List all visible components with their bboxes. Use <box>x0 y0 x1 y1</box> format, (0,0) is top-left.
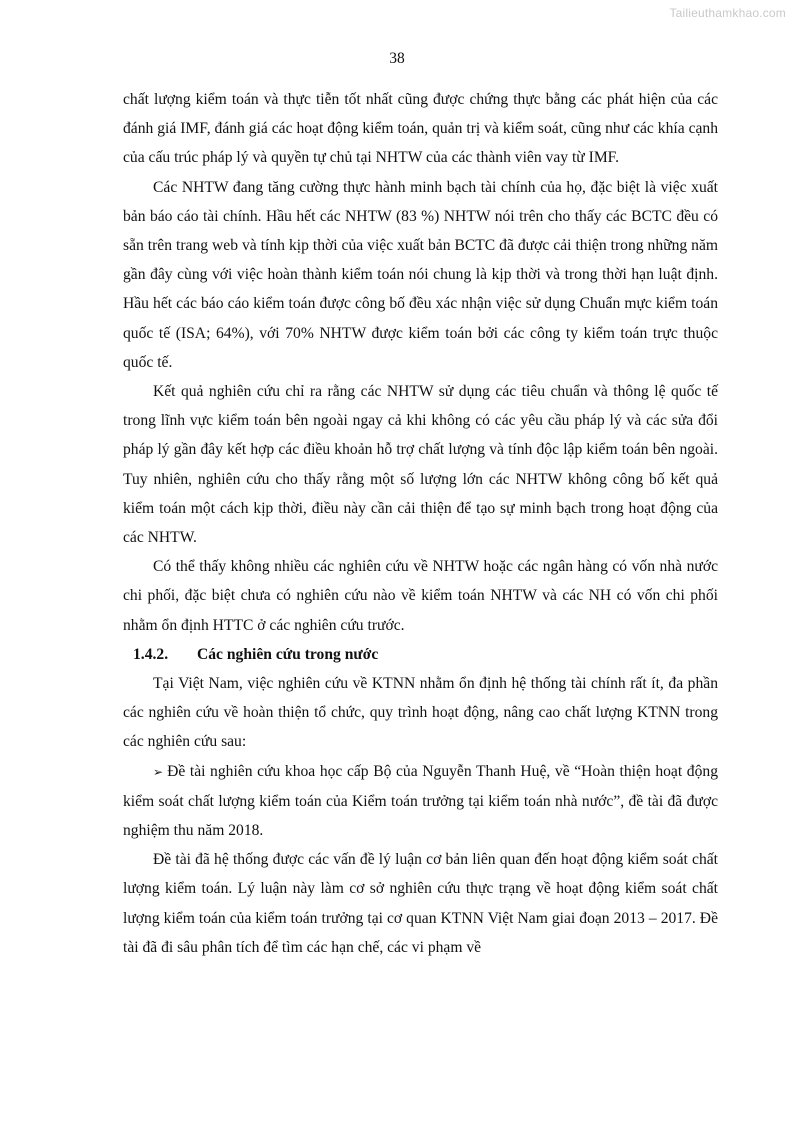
paragraph: Các NHTW đang tăng cường thực hành minh bạch tài chính của họ, đặc biệt là việc xuất bản báo cáo tài chính. Hầu hết các NHTW (83 %) NHTW nói trên cho thấy các BCTC đều có sẵn trên trang web và tính kịp thời của việc xuất bản BCTC đã được cải thiện trong những năm gần đây cùng với việc hoàn thành kiểm toán nói chung là kịp thời và trong thời hạn luật định. Hầu hết các báo cáo kiểm toán được công bố đều xác nhận việc sử dụng Chuẩn mực kiểm toán quốc tế (ISA; 64%), với 70% NHTW được kiểm toán bởi các công ty kiểm toán trực thuộc quốc tế. <box>123 178 718 371</box>
arrow-bullet-icon: ➢ <box>153 764 164 779</box>
paragraph: Có thể thấy không nhiều các nghiên cứu về NHTW hoặc các ngân hàng có vốn nhà nước chi phối, đặc biệt chưa có nghiên cứu nào về kiểm toán NHTW và các NH có vốn chi phối nhằm ổn định HTTC ở các nghiên cứu trước. <box>123 558 718 634</box>
paragraph: Tại Việt Nam, việc nghiên cứu về KTNN nhằm ổn định hệ thống tài chính rất ít, đa phần các nghiên cứu về hoàn thiện tổ chức, quy trình hoạt động, nâng cao chất lượng KTNN trong các nghiên cứu sau: <box>123 675 718 751</box>
watermark-text: Tailieuthamkhao.com <box>669 6 786 20</box>
bullet-text: Đề tài nghiên cứu khoa học cấp Bộ của Nguyễn Thanh Huệ, về “Hoàn thiện hoạt động kiểm soát chất lượng kiểm toán của Kiểm toán trưởng tại kiểm toán nhà nước”, đề tài đã được nghiệm thu năm 2018. <box>123 762 718 840</box>
document-body <box>123 85 718 962</box>
paragraph: Kết quả nghiên cứu chỉ ra rằng các NHTW sử dụng các tiêu chuẩn và thông lệ quốc tế trong lĩnh vực kiểm toán bên ngoài ngay cả khi không có các yêu cầu pháp lý và các sửa đổi pháp lý gần đây kết hợp các điều khoản hỗ trợ chất lượng và tính độc lập kiểm toán bên ngoài. Tuy nhiên, nghiên cứu cho thấy rằng một số lượng lớn các NHTW không công bố kết quả kiểm toán một cách kịp thời, điều này cần cải thiện để tạo sự minh bạch trong hoạt động của các NHTW. <box>123 383 718 547</box>
section-heading <box>123 640 718 669</box>
paragraph: Đề tài đã hệ thống được các vấn đề lý luận cơ bản liên quan đến hoạt động kiểm soát chất lượng kiểm toán. Lý luận này làm cơ sở nghiên cứu thực trạng về hoạt động kiểm soát chất lượng kiểm toán của kiểm toán trưởng tại cơ quan KTNN Việt Nam giai đoạn 2013 – 2017. Đề tài đã đi sâu phân tích để tìm các hạn chế, các vi phạm về <box>123 851 718 956</box>
bullet-item <box>123 757 718 846</box>
page-number: 38 <box>389 50 405 67</box>
section-title: Các nghiên cứu trong nước <box>197 645 379 663</box>
paragraph: chất lượng kiểm toán và thực tiễn tốt nhất cũng được chứng thực bằng các phát hiện của các đánh giá IMF, đánh giá các hoạt động kiểm toán, quản trị và kiểm soát, cũng như các khía cạnh của cấu trúc pháp lý và quyền tự chủ tại NHTW của các thành viên vay từ IMF. <box>123 91 718 167</box>
section-number: 1.4.2. <box>133 645 169 663</box>
